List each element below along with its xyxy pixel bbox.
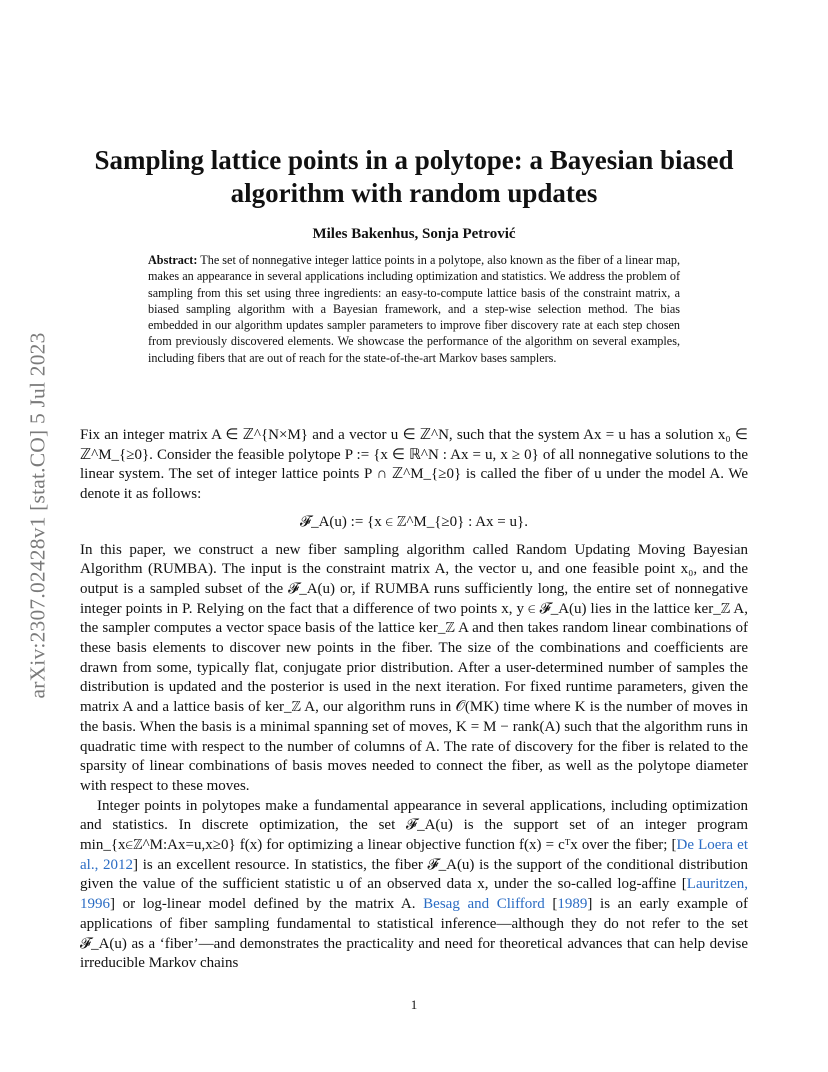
paragraph-intro: Fix an integer matrix A ∈ ℤ^{N×M} and a vector u ∈ ℤ^N, such that the system Ax = u has a solution x₀ ∈ ℤ^M_{≥0}. Consider the feasible polytope P := {x ∈ ℝ^N : Ax = u, x ≥ 0} of all nonnegative solutions to the linear system. The set of integer lattice points P ∩ ℤ^M_{≥0} is called the fiber of u under the model A. We denote it as follows: bbox=[80, 427, 748, 503]
abstract-label: Abstract: bbox=[148, 253, 198, 267]
abstract-text: The set of nonnegative integer lattice points in a polytope, also known as the fiber of a linear map, makes an appearance in several applications including optimization and statistics. We address the problem of sampling from this set using three ingredients: an easy-to-compute lattice basis of the constraint matrix, a biased sampling algorithm with a Bayesian framework, and a step-wise selection method. The bias embedded in our algorithm updates sampler parameters to improve fiber discovery rate at each step chosen from previously discovered elements. We showcase the performance of the algorithm on several examples, including fibers that are out of reach for the state-of-the-art Markov bases samplers. bbox=[148, 253, 680, 365]
paper-authors: Miles Bakenhus, Sonja Petrović bbox=[312, 226, 516, 242]
paragraph-applications-text-3: ] or log-linear model defined by the matrix A. bbox=[110, 896, 424, 913]
abstract bbox=[148, 252, 680, 366]
citation-lauritzen[interactable]: Lauritzen, 1996 bbox=[80, 876, 748, 913]
paragraph-applications-text-4: [ bbox=[544, 896, 558, 913]
citation-besag-clifford[interactable]: Besag and Clifford bbox=[423, 896, 545, 913]
paragraph-rumba: In this paper, we construct a new fiber sampling algorithm called Random Updating Moving Bayesian Algorithm (RUMBA). The input is the constraint matrix A, the vector u, and one feasible point x₀, and the output is a sampled subset of the 𝓕_A(u) or, if RUMBA runs sufficiently long, the entire set of nonnegative integer points in P. Relying on the fact that a difference of two points x, y ∈ 𝓕_A(u) lies in the lattice ker_ℤ A, the sampler computes a vector space basis of the lattice ker_ℤ A and then takes random linear combinations of these basis elements to discover new points in the fiber. The size of the combinations and coefficients are drawn from some, typically flat, conjugate prior distribution. After a user-determined number of samples the distribution is updated and the posterior is used in the next iteration. For fixed runtime parameters, given the matrix A and a lattice basis of ker_ℤ A, our algorithm runs in 𝒪(MK) time where K is the number of moves in the basis. When the basis is a minimal spanning set of moves, K = M − rank(A) such that the algorithm runs in quadratic time with respect to the number of columns of A. The rate of discovery for the fiber is related to the sparsity of linear combinations of basis moves needed to connect the fiber, as well as the polytope diameter with respect to these moves. bbox=[80, 541, 748, 794]
arxiv-identifier-text: arXiv:2307.02428v1 [stat.CO] 5 Jul 2023 bbox=[25, 331, 50, 699]
paper-title: Sampling lattice points in a polytope: a Bayesian biased algorithm with random updates bbox=[94, 145, 734, 208]
paragraph-applications-text-1: Integer points in polytopes make a fundamental appearance in several applications, including optimization and statistics. In discrete optimization, the set 𝓕_A(u) is the support set of an integer program min_{x∈ℤ^M:Ax=u,x≥0} f(x) for optimizing a linear objective function f(x) = cᵀx over the fiber; [ bbox=[80, 797, 748, 854]
paragraph-applications-text-2: ] is an excellent resource. In statistics, the fiber 𝓕_A(u) is the support of the conditional distribution given the value of the sufficient statistic u of an observed data x, under the so-called log-affine [ bbox=[80, 856, 749, 893]
paragraph-applications bbox=[80, 797, 748, 974]
page-number: 1 bbox=[410, 997, 418, 1012]
paragraph-applications-text-5: ] is an early example of applications of fiber sampling fundamental to statistical inference—although they do not refer to the set 𝓕_A(u) as a ‘fiber’—and demonstrates the practicality and need for theoretical advances that can help devise irreducible Markov chains bbox=[80, 896, 748, 972]
body-text bbox=[80, 426, 748, 974]
fiber-equation: 𝓕_A(u) := {x ∈ ℤ^M_{≥0} : Ax = u}. bbox=[300, 513, 528, 530]
citation-year-1989[interactable]: 1989 bbox=[557, 896, 588, 913]
citation-de-loera[interactable]: De Loera et al., 2012 bbox=[80, 837, 748, 873]
arxiv-identifier bbox=[8, 300, 68, 730]
